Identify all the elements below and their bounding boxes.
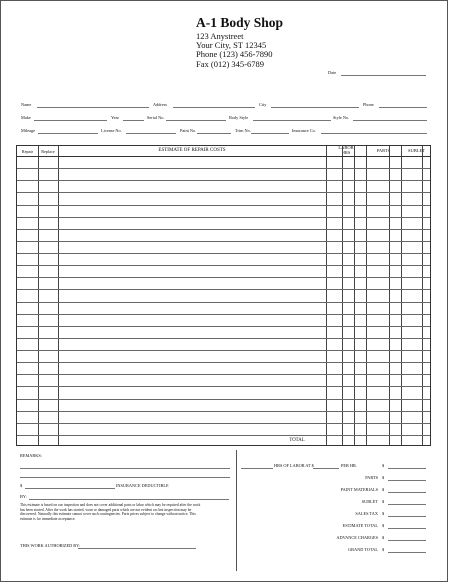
table-row-line <box>17 435 430 436</box>
table-row-line <box>17 411 430 412</box>
table-row-line <box>17 399 430 400</box>
license-field[interactable] <box>126 133 176 134</box>
table-row-line <box>17 192 430 193</box>
remarks-line-1[interactable] <box>20 468 230 469</box>
summary-field-advance-charges[interactable] <box>388 540 426 541</box>
authorized-field[interactable] <box>78 548 196 549</box>
labor-rate-field[interactable] <box>313 468 339 469</box>
style-no-label: Style No. <box>333 115 350 120</box>
labor-header: LABOR <box>338 145 354 150</box>
table-column-line <box>58 146 59 445</box>
deductible-label: INSURANCE DEDUCTIBLE <box>116 483 169 488</box>
summary-label-parts: PARTS <box>365 475 378 480</box>
table-column-line <box>422 146 423 445</box>
summary-divider <box>236 450 237 571</box>
mileage-field[interactable] <box>38 133 98 134</box>
by-label: BY: <box>20 494 27 499</box>
table-row-line <box>17 265 430 266</box>
authorized-label: THIS WORK AUTHORIZED BY: <box>20 543 81 548</box>
disclaimer-text: This estimate is based on our inspection and does not cover additional parts or labor which may be required after the work has been started. After the work has started, worn or damaged parts which are not evident on first inspection may be discovered. Naturally this estimate cannot cover such contingencies. Parts prices subject to change without notice. This estimate is for immediate acceptance. <box>20 503 201 522</box>
trim-label: Trim No. <box>235 128 251 133</box>
table-column-line <box>401 146 402 445</box>
table-row-line <box>17 326 430 327</box>
table-row-line <box>17 423 430 424</box>
year-label: Year <box>111 115 119 120</box>
labor-hours-field[interactable] <box>241 468 273 469</box>
summary-section <box>16 446 431 571</box>
insurance-field[interactable] <box>321 133 427 134</box>
shop-city: Your City, ST 12345 <box>196 39 267 50</box>
city-field[interactable] <box>271 107 359 108</box>
table-row-line <box>17 180 430 181</box>
summary-label-paint-materials: PAINT MATERIALS <box>340 487 378 492</box>
summary-dollar: $ <box>382 499 385 504</box>
body-style-label: Body Style <box>229 115 249 120</box>
table-row-line <box>17 338 430 339</box>
body-style-field[interactable] <box>253 120 331 121</box>
repair-header: Repair <box>21 149 34 154</box>
summary-dollar: $ <box>382 535 385 540</box>
name-label: Name <box>21 102 32 107</box>
table-column-line <box>354 146 355 445</box>
summary-label-sales-tax: SALES TAX <box>355 511 378 516</box>
table-row-line <box>17 217 430 218</box>
summary-field-parts[interactable] <box>388 480 426 481</box>
table-column-line <box>366 146 367 445</box>
city-label: City <box>259 102 267 107</box>
summary-dollar: $ <box>382 523 385 528</box>
table-column-line <box>389 146 390 445</box>
table-row-line <box>17 168 430 169</box>
estimate-header: ESTIMATE OF REPAIR COSTS <box>158 148 226 153</box>
summary-field-grand-total[interactable] <box>388 552 426 553</box>
table-row-line <box>17 386 430 387</box>
insurance-label: Insurance Co. <box>292 128 316 133</box>
table-row-line <box>17 156 430 157</box>
estimate-table <box>16 145 431 446</box>
name-field[interactable] <box>37 107 149 108</box>
deductible-field[interactable] <box>25 488 115 489</box>
per-hr-label: PER HR. <box>341 463 357 468</box>
address-label: Address <box>153 102 168 107</box>
serial-label: Serial No. <box>147 115 165 120</box>
table-row-line <box>17 289 430 290</box>
year-field[interactable] <box>123 120 144 121</box>
license-label: License No. <box>101 128 122 133</box>
mileage-label: Mileage <box>21 128 36 133</box>
table-row-line <box>17 302 430 303</box>
make-field[interactable] <box>34 120 107 121</box>
table-column-line <box>38 146 39 445</box>
date-field[interactable] <box>341 75 426 76</box>
hrs-labor-label: HRS OF LABOR AT $ <box>274 463 314 468</box>
replace-header: Replace <box>41 149 55 154</box>
date-label: Date <box>328 70 337 75</box>
table-row-line <box>17 314 430 315</box>
summary-field-sublet[interactable] <box>388 504 426 505</box>
summary-label-grand-total: GRAND TOTAL <box>348 547 378 552</box>
by-field[interactable] <box>29 499 229 500</box>
total-label: TOTAL <box>289 438 305 443</box>
shop-header <box>196 16 283 69</box>
sublet-header: SUBLET <box>407 148 425 153</box>
trim-field[interactable] <box>251 133 289 134</box>
summary-dollar: $ <box>382 463 385 468</box>
phone-field[interactable] <box>379 107 427 108</box>
table-row-line <box>17 241 430 242</box>
summary-field-estimate-total[interactable] <box>388 528 426 529</box>
shop-name: A-1 Body Shop <box>196 15 284 30</box>
table-row-line <box>17 277 430 278</box>
table-row-line <box>17 350 430 351</box>
summary-field-per-hr[interactable] <box>388 468 426 469</box>
summary-field-sales-tax[interactable] <box>388 516 426 517</box>
remarks-label: REMARKS: <box>20 453 42 458</box>
table-row-line <box>17 362 430 363</box>
summary-label-advance-charges: ADVANCE CHARGES <box>336 535 378 540</box>
summary-dollar: $ <box>382 547 385 552</box>
shop-phone: Phone (123) 456-7890 <box>196 49 273 60</box>
paint-label: Paint No. <box>180 128 197 133</box>
summary-dollar: $ <box>382 475 385 480</box>
paint-field[interactable] <box>197 133 231 134</box>
make-label: Make <box>21 115 31 120</box>
summary-field-paint-materials[interactable] <box>388 492 426 493</box>
address-field[interactable] <box>173 107 255 108</box>
remarks-line-2[interactable] <box>20 477 230 478</box>
summary-label-sublet: SUBLET <box>361 499 378 504</box>
table-row-line <box>17 205 430 206</box>
phone-label: Phone <box>363 102 374 107</box>
summary-dollar: $ <box>382 511 385 516</box>
shop-fax: Fax (012) 345-6789 <box>196 58 264 69</box>
table-row-line <box>17 229 430 230</box>
table-row-line <box>17 374 430 375</box>
table-column-line <box>326 146 327 445</box>
parts-header: PARTS <box>376 148 391 153</box>
summary-label-estimate-total: ESTIMATE TOTAL <box>342 523 378 528</box>
style-no-field[interactable] <box>353 120 427 121</box>
summary-dollar: $ <box>382 487 385 492</box>
deductible-dollar: $ <box>20 483 23 488</box>
serial-field[interactable] <box>166 120 226 121</box>
hrs-header: HRS <box>341 149 351 155</box>
table-row-line <box>17 253 430 254</box>
table-column-line <box>342 146 343 445</box>
shop-address: 123 Anystreet <box>196 30 244 41</box>
